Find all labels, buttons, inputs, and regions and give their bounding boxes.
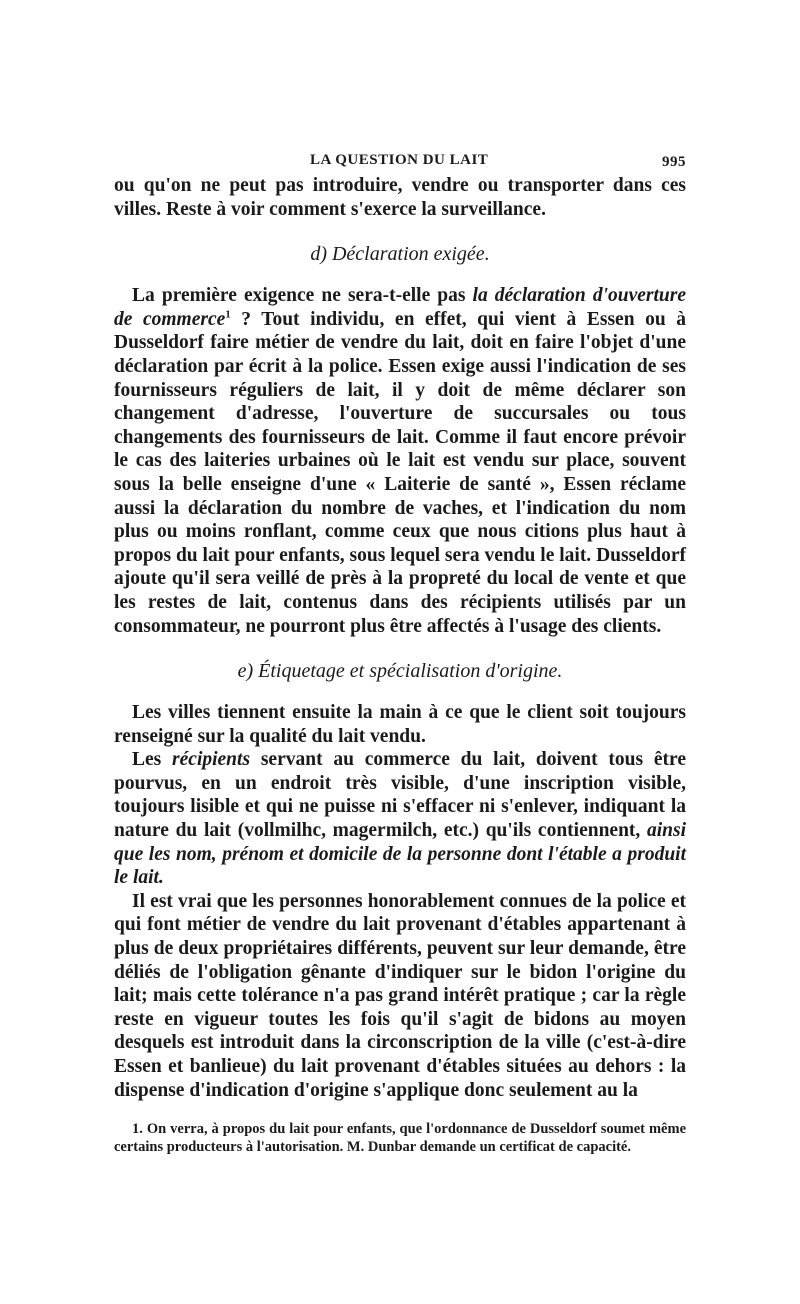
running-title: LA QUESTION DU LAIT	[310, 152, 489, 168]
emphasis-declaration: la déclaration d'ouverture de commerce	[114, 285, 686, 330]
footnote-1: 1. On verra, à propos du lait pour enfants, que l'ordonnance de Dusseldorf soumet même certains producteurs à l'autorisation. M. Dunbar demande un certificat de capacité.	[114, 1121, 686, 1156]
section-d-heading: d) Déclaration exigée.	[310, 243, 490, 266]
footnotes	[114, 1120, 686, 1156]
section-e-paragraph-3: Il est vrai que les personnes honorablement connues de la police et qui font métier de vendre du lait provenant d'étables appartenant à plus de deux propriétaires différents, peuvent sur leur demande, être déliés de l'obligation gênante d'indiquer sur le bidon l'origine du lait; mais cette tolérance n'a pas grand intérêt pratique ; car la règle reste en vigueur toutes les fois qu'il s'agit de bidons au moyen desquels est introduit dans la circonscription de la ville (c'est-à-dire Essen et banlieue) du lait provenant d'étables situées au dehors : la dispense d'indication d'origine s'applique donc seulement au la	[114, 890, 686, 1101]
footnote-ref: 1	[225, 308, 231, 321]
running-header	[114, 140, 686, 174]
intro-paragraph: ou qu'on ne peut pas introduire, vendre ou transporter dans ces villes. Reste à voir comment s'exerce la surveillance.	[114, 175, 686, 220]
text-run: La première exigence ne sera-t-elle pas	[132, 285, 473, 307]
section-e-paragraph-1: Les villes tiennent ensuite la main à ce que le client soit toujours renseigné sur la qualité du lait vendu.	[114, 702, 686, 747]
emphasis-recipients: récipients	[172, 749, 251, 771]
section-e-paragraph-2	[114, 748, 686, 890]
book-page	[114, 140, 686, 1156]
section-d-paragraph	[114, 284, 686, 638]
section-e-heading: e) Étiquetage et spécialisation d'origine.	[237, 660, 563, 683]
text-run: ? Tout individu, en effet, qui vient à Essen ou à Dusseldorf faire métier de vendre du lait, doit en faire l'objet d'une déclaration par écrit à la police. Essen exige aussi l'indication de ses fournisseurs réguliers de lait, il y doit de même déclarer son changement d'adresse, l'ouverture de succursales ou tous changements des fournisseurs de lait. Comme il faut encore prévoir le cas des laiteries urbaines où le lait est vendu sur place, souvent sous la belle enseigne d'une « Laiterie de santé », Essen réclame aussi la déclaration du nombre de vaches, et l'indication du nom plus ou moins ronflant, comme ceux que nous citions plus haut à propos du lait pour enfants, sous lequel sera vendu le lait. Dusseldorf ajoute qu'il sera veillé de près à la propreté du local de vente et que les restes de lait, contenus dans des récipients utilisés par un consommateur, ne pourront plus être affectés à l'usage des clients.	[114, 308, 686, 637]
emphasis-origin: ainsi que les nom, prénom et domicile de la personne dont l'étable a produit le lait.	[114, 820, 686, 889]
text-run: Les	[132, 749, 173, 771]
text-run: servant au commerce du lait, doivent tous être pourvus, en un endroit très visible, d'une inscription visible, toujours lisible et qui ne puisse ni s'effacer ni s'enlever, indiquant la nature du lait (vollmilhc, magermilch, etc.) qu'ils contiennent,	[114, 749, 687, 842]
page-number: 995	[662, 154, 686, 170]
